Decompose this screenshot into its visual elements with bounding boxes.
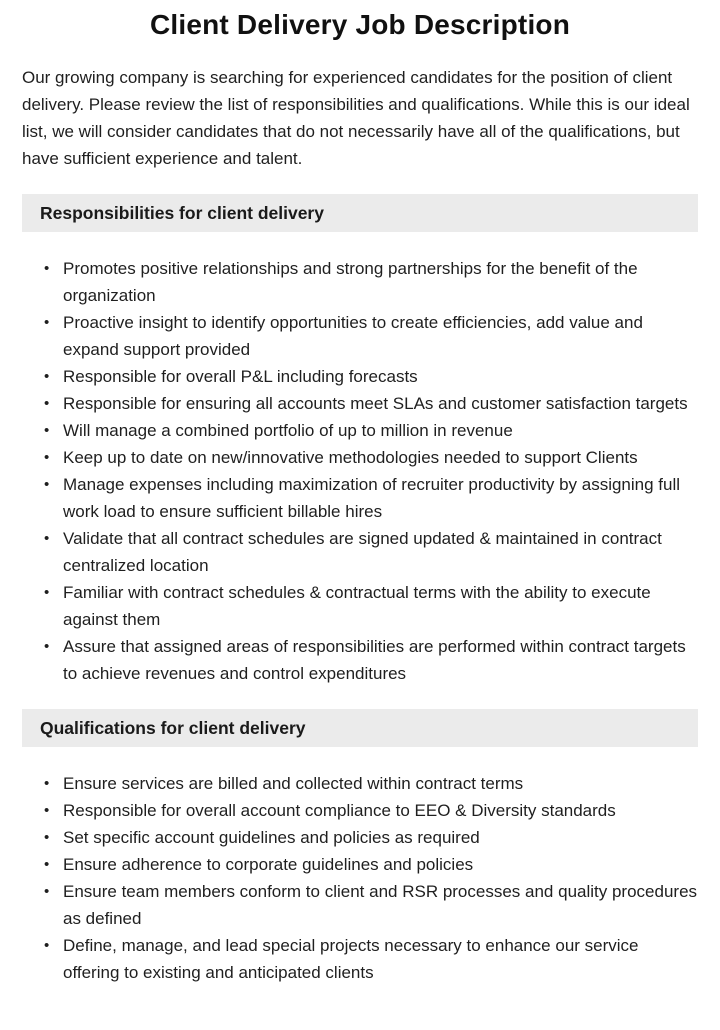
list-item — [44, 309, 698, 363]
list-item — [44, 471, 698, 525]
list-item — [44, 633, 698, 687]
bullet-icon: • — [44, 829, 50, 846]
list-item-text: Responsible for overall account compliance to EEO & Diversity standards — [63, 801, 616, 820]
bullet-icon: • — [44, 584, 50, 601]
list-item-text: Ensure team members conform to client and RSR processes and quality procedures as defined — [63, 882, 698, 928]
list-item — [44, 444, 698, 471]
list-item-text: Validate that all contract schedules are signed updated & maintained in contract centralized location — [63, 529, 662, 575]
bullet-icon: • — [44, 883, 50, 900]
bullet-icon: • — [44, 368, 50, 385]
list-item-text: Keep up to date on new/innovative methodologies needed to support Clients — [63, 448, 638, 467]
bullet-icon: • — [44, 530, 50, 547]
list-item — [44, 797, 698, 824]
section-header-bar — [22, 194, 698, 232]
list-item-text: Manage expenses including maximization of recruiter productivity by assigning full work load to ensure sufficient billable hires — [63, 475, 681, 521]
list-item — [44, 932, 698, 986]
bullet-icon: • — [44, 476, 50, 493]
bullet-icon: • — [44, 260, 50, 277]
list-item-text: Set specific account guidelines and policies as required — [63, 828, 480, 847]
list-item-text: Ensure services are billed and collected within contract terms — [63, 774, 524, 793]
bullet-icon: • — [44, 638, 50, 655]
page-title: Client Delivery Job Description — [149, 9, 571, 40]
bullet-icon: • — [44, 395, 50, 412]
bullet-icon: • — [44, 775, 50, 792]
list-item-text: Define, manage, and lead special projects necessary to enhance our service offering to existing and anticipated clients — [63, 936, 639, 982]
section-header-bar — [22, 709, 698, 747]
list-item — [44, 824, 698, 851]
section-list — [22, 770, 698, 986]
list-item-text: Responsible for ensuring all accounts meet SLAs and customer satisfaction targets — [63, 394, 688, 413]
section-list — [22, 255, 698, 687]
sections-container — [22, 194, 698, 986]
list-item-text: Assure that assigned areas of responsibilities are performed within contract targets to achieve revenues and control expenditures — [63, 637, 686, 683]
section-heading-text: Responsibilities for client delivery — [40, 202, 324, 223]
list-item — [44, 770, 698, 797]
section-heading-text: Qualifications for client delivery — [40, 717, 306, 738]
list-item — [44, 417, 698, 444]
bullet-icon: • — [44, 422, 50, 439]
list-item — [44, 851, 698, 878]
list-item — [44, 525, 698, 579]
list-item — [44, 390, 698, 417]
list-item — [44, 579, 698, 633]
intro-paragraph: Our growing company is searching for experienced candidates for the position of client delivery. Please review the list of responsibilities and qualifications. While this is our ideal list, we will consider candidates that do not necessarily have all of the qualifications, but have sufficient experience and talent. — [22, 68, 690, 168]
list-item-text: Proactive insight to identify opportunities to create efficiencies, add value and expand support provided — [63, 313, 643, 359]
bullet-icon: • — [44, 449, 50, 466]
list-item-text: Promotes positive relationships and strong partnerships for the benefit of the organization — [63, 259, 638, 305]
list-item — [44, 255, 698, 309]
bullet-icon: • — [44, 802, 50, 819]
document-section — [22, 194, 698, 687]
list-item-text: Ensure adherence to corporate guidelines and policies — [63, 855, 474, 874]
bullet-icon: • — [44, 856, 50, 873]
document-section — [22, 709, 698, 986]
bullet-icon: • — [44, 314, 50, 331]
list-item — [44, 878, 698, 932]
list-item-text: Will manage a combined portfolio of up to million in revenue — [63, 421, 513, 440]
list-item-text: Responsible for overall P&L including forecasts — [63, 367, 418, 386]
list-item-text: Familiar with contract schedules & contractual terms with the ability to execute against them — [63, 583, 651, 629]
list-item — [44, 363, 698, 390]
bullet-icon: • — [44, 937, 50, 954]
